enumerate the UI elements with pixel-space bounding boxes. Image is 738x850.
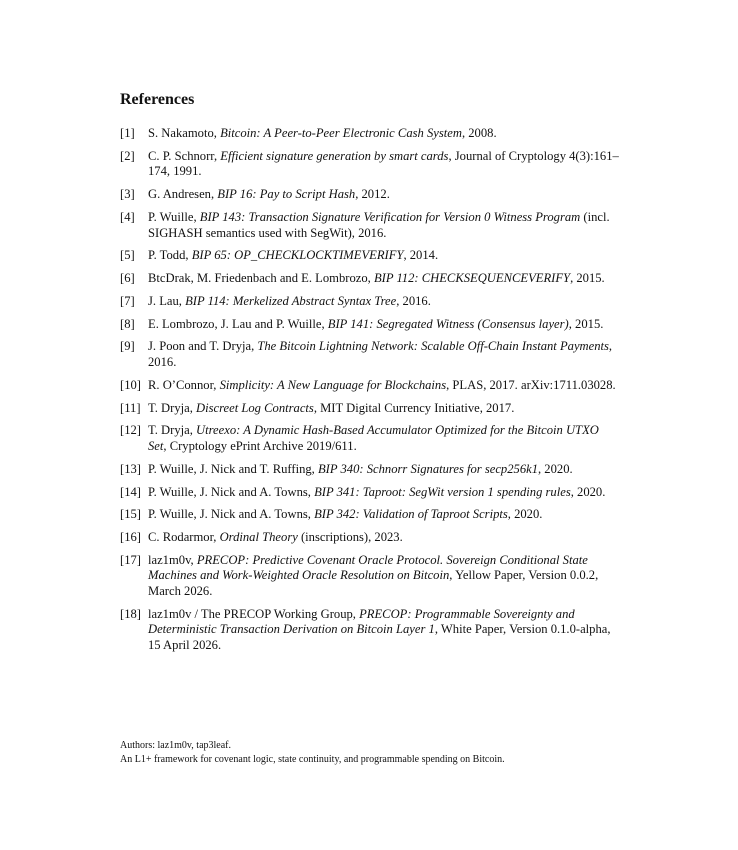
- footer-tagline: An L1+ framework for covenant logic, state continuity, and programmable spending on Bitcoin.: [120, 753, 505, 765]
- reference-item: [120, 607, 620, 654]
- reference-item: [120, 294, 620, 310]
- reference-details: , Journal of Cryptology 4(3):161–174, 1991.: [148, 148, 619, 179]
- reference-number: [10]: [120, 377, 141, 392]
- reference-title: BIP 16: Pay to Script Hash: [217, 187, 356, 202]
- reference-number: [7]: [120, 293, 135, 308]
- reference-authors: T. Dryja,: [148, 423, 197, 438]
- reference-details: , 2008.: [461, 126, 497, 140]
- reference-number: [1]: [120, 126, 135, 140]
- reference-item: [120, 210, 620, 241]
- reference-authors: P. Wuille, J. Nick and A. Towns,: [148, 507, 315, 522]
- reference-authors: laz1m0v,: [148, 552, 197, 567]
- reference-number: [15]: [120, 507, 141, 522]
- reference-title: Discreet Log Contracts: [196, 400, 314, 415]
- reference-number: [12]: [120, 423, 141, 438]
- footer: [120, 739, 505, 766]
- reference-item: [120, 378, 620, 394]
- reference-details: , MIT Digital Currency Initiative, 2017.: [313, 400, 515, 415]
- reference-details: , 2014.: [403, 248, 439, 263]
- reference-details: , Yellow Paper, Version 0.0.2, March 2026.: [148, 568, 599, 599]
- reference-authors: G. Andresen,: [148, 187, 218, 202]
- reference-details: , Cryptology ePrint Archive 2019/611.: [163, 438, 357, 453]
- reference-details: , 2012.: [355, 187, 390, 202]
- reference-title: Simplicity: A New Language for Blockchains: [219, 377, 447, 392]
- reference-title: The Bitcoin Lightning Network: Scalable Off-Chain Instant Payments: [257, 339, 609, 354]
- reference-number: [11]: [120, 400, 141, 415]
- reference-title: BIP 342: Validation of Taproot Scripts: [314, 507, 508, 522]
- reference-number: [4]: [120, 209, 135, 224]
- reference-details: , 2015.: [570, 271, 605, 286]
- reference-title: PRECOP: Predictive Covenant Oracle Protocol. Sovereign Conditional State Machines and Work-Weighted Oracle Resolution on Bitcoin: [148, 552, 588, 583]
- reference-title: Ordinal Theory: [219, 530, 298, 545]
- references-heading: References: [120, 91, 195, 108]
- reference-item: [120, 126, 620, 142]
- reference-title: Efficient signature generation by smart cards: [220, 148, 449, 163]
- reference-item: [120, 423, 620, 454]
- reference-authors: S. Nakamoto,: [148, 126, 221, 140]
- reference-title: BIP 112: CHECKSEQUENCEVERIFY: [373, 271, 571, 286]
- reference-title: Utreexo: A Dynamic Hash-Based Accumulator Optimized for the Bitcoin UTXO Set: [148, 423, 599, 453]
- reference-details: (inscriptions), 2023.: [297, 530, 403, 545]
- reference-title: BIP 65: OP_CHECKLOCKTIMEVERIFY: [191, 248, 404, 263]
- reference-number: [9]: [120, 339, 135, 354]
- reference-authors: J. Poon and T. Dryja,: [148, 339, 258, 354]
- reference-authors: C. Rodarmor,: [148, 530, 220, 545]
- reference-number: [2]: [120, 148, 135, 163]
- reference-authors: P. Todd,: [148, 248, 192, 263]
- reference-item: [120, 248, 620, 264]
- reference-details: , 2020.: [538, 461, 573, 476]
- reference-title: BIP 341: Taproot: SegWit version 1 spending rules: [314, 484, 571, 499]
- reference-item: [120, 507, 620, 523]
- reference-item: [120, 553, 620, 600]
- reference-number: [18]: [120, 606, 141, 621]
- reference-authors: BtcDrak, M. Friedenbach and E. Lombrozo,: [148, 271, 374, 286]
- reference-title: PRECOP: Programmable Sovereignty and Deterministic Transaction Derivation on Bitcoin Layer 1: [148, 606, 575, 637]
- reference-title: BIP 340: Schnorr Signatures for secp256k1: [317, 461, 538, 476]
- footer-authors: Authors: laz1m0v, tap3leaf.: [120, 740, 231, 751]
- reference-item: [120, 149, 620, 180]
- reference-number: [17]: [120, 552, 141, 567]
- reference-list: [120, 126, 620, 661]
- reference-details: , 2016.: [148, 339, 613, 370]
- reference-item: [120, 401, 620, 417]
- reference-authors: E. Lombrozo, J. Lau and P. Wuille,: [148, 316, 328, 331]
- reference-item: [120, 530, 620, 546]
- reference-authors: J. Lau,: [148, 293, 186, 308]
- reference-details: (incl. SIGHASH semantics used with SegWit), 2016.: [148, 209, 610, 240]
- reference-title: Bitcoin: A Peer-to-Peer Electronic Cash System: [220, 126, 462, 140]
- reference-details: , PLAS, 2017. arXiv:1711.03028.: [446, 377, 616, 392]
- reference-item: [120, 187, 620, 203]
- reference-authors: P. Wuille, J. Nick and T. Ruffing,: [148, 461, 318, 476]
- reference-number: [6]: [120, 271, 135, 286]
- reference-title: BIP 143: Transaction Signature Verification for Version 0 Witness Program: [199, 209, 581, 224]
- reference-details: , 2015.: [568, 316, 604, 331]
- reference-details: , 2016.: [396, 293, 431, 308]
- reference-number: [13]: [120, 461, 141, 476]
- reference-item: [120, 317, 620, 333]
- reference-item: [120, 462, 620, 478]
- reference-item: [120, 271, 620, 287]
- reference-authors: R. O’Connor,: [148, 377, 220, 392]
- reference-authors: P. Wuille, J. Nick and A. Towns,: [148, 484, 315, 499]
- reference-authors: laz1m0v / The PRECOP Working Group,: [148, 606, 360, 621]
- reference-authors: C. P. Schnorr,: [148, 148, 221, 163]
- reference-title: BIP 114: Merkelized Abstract Syntax Tree: [185, 293, 397, 308]
- reference-item: [120, 339, 620, 370]
- reference-details: , 2020.: [570, 484, 606, 499]
- reference-authors: P. Wuille,: [148, 209, 200, 224]
- reference-number: [14]: [120, 484, 141, 499]
- reference-details: , 2020.: [507, 507, 543, 522]
- reference-details: , White Paper, Version 0.1.0-alpha, 15 April 2026.: [148, 622, 611, 653]
- reference-item: [120, 485, 620, 501]
- reference-number: [3]: [120, 187, 135, 202]
- reference-authors: T. Dryja,: [148, 400, 197, 415]
- reference-number: [5]: [120, 248, 135, 263]
- reference-number: [16]: [120, 530, 141, 545]
- reference-number: [8]: [120, 316, 135, 331]
- reference-title: BIP 141: Segregated Witness (Consensus layer): [327, 316, 569, 331]
